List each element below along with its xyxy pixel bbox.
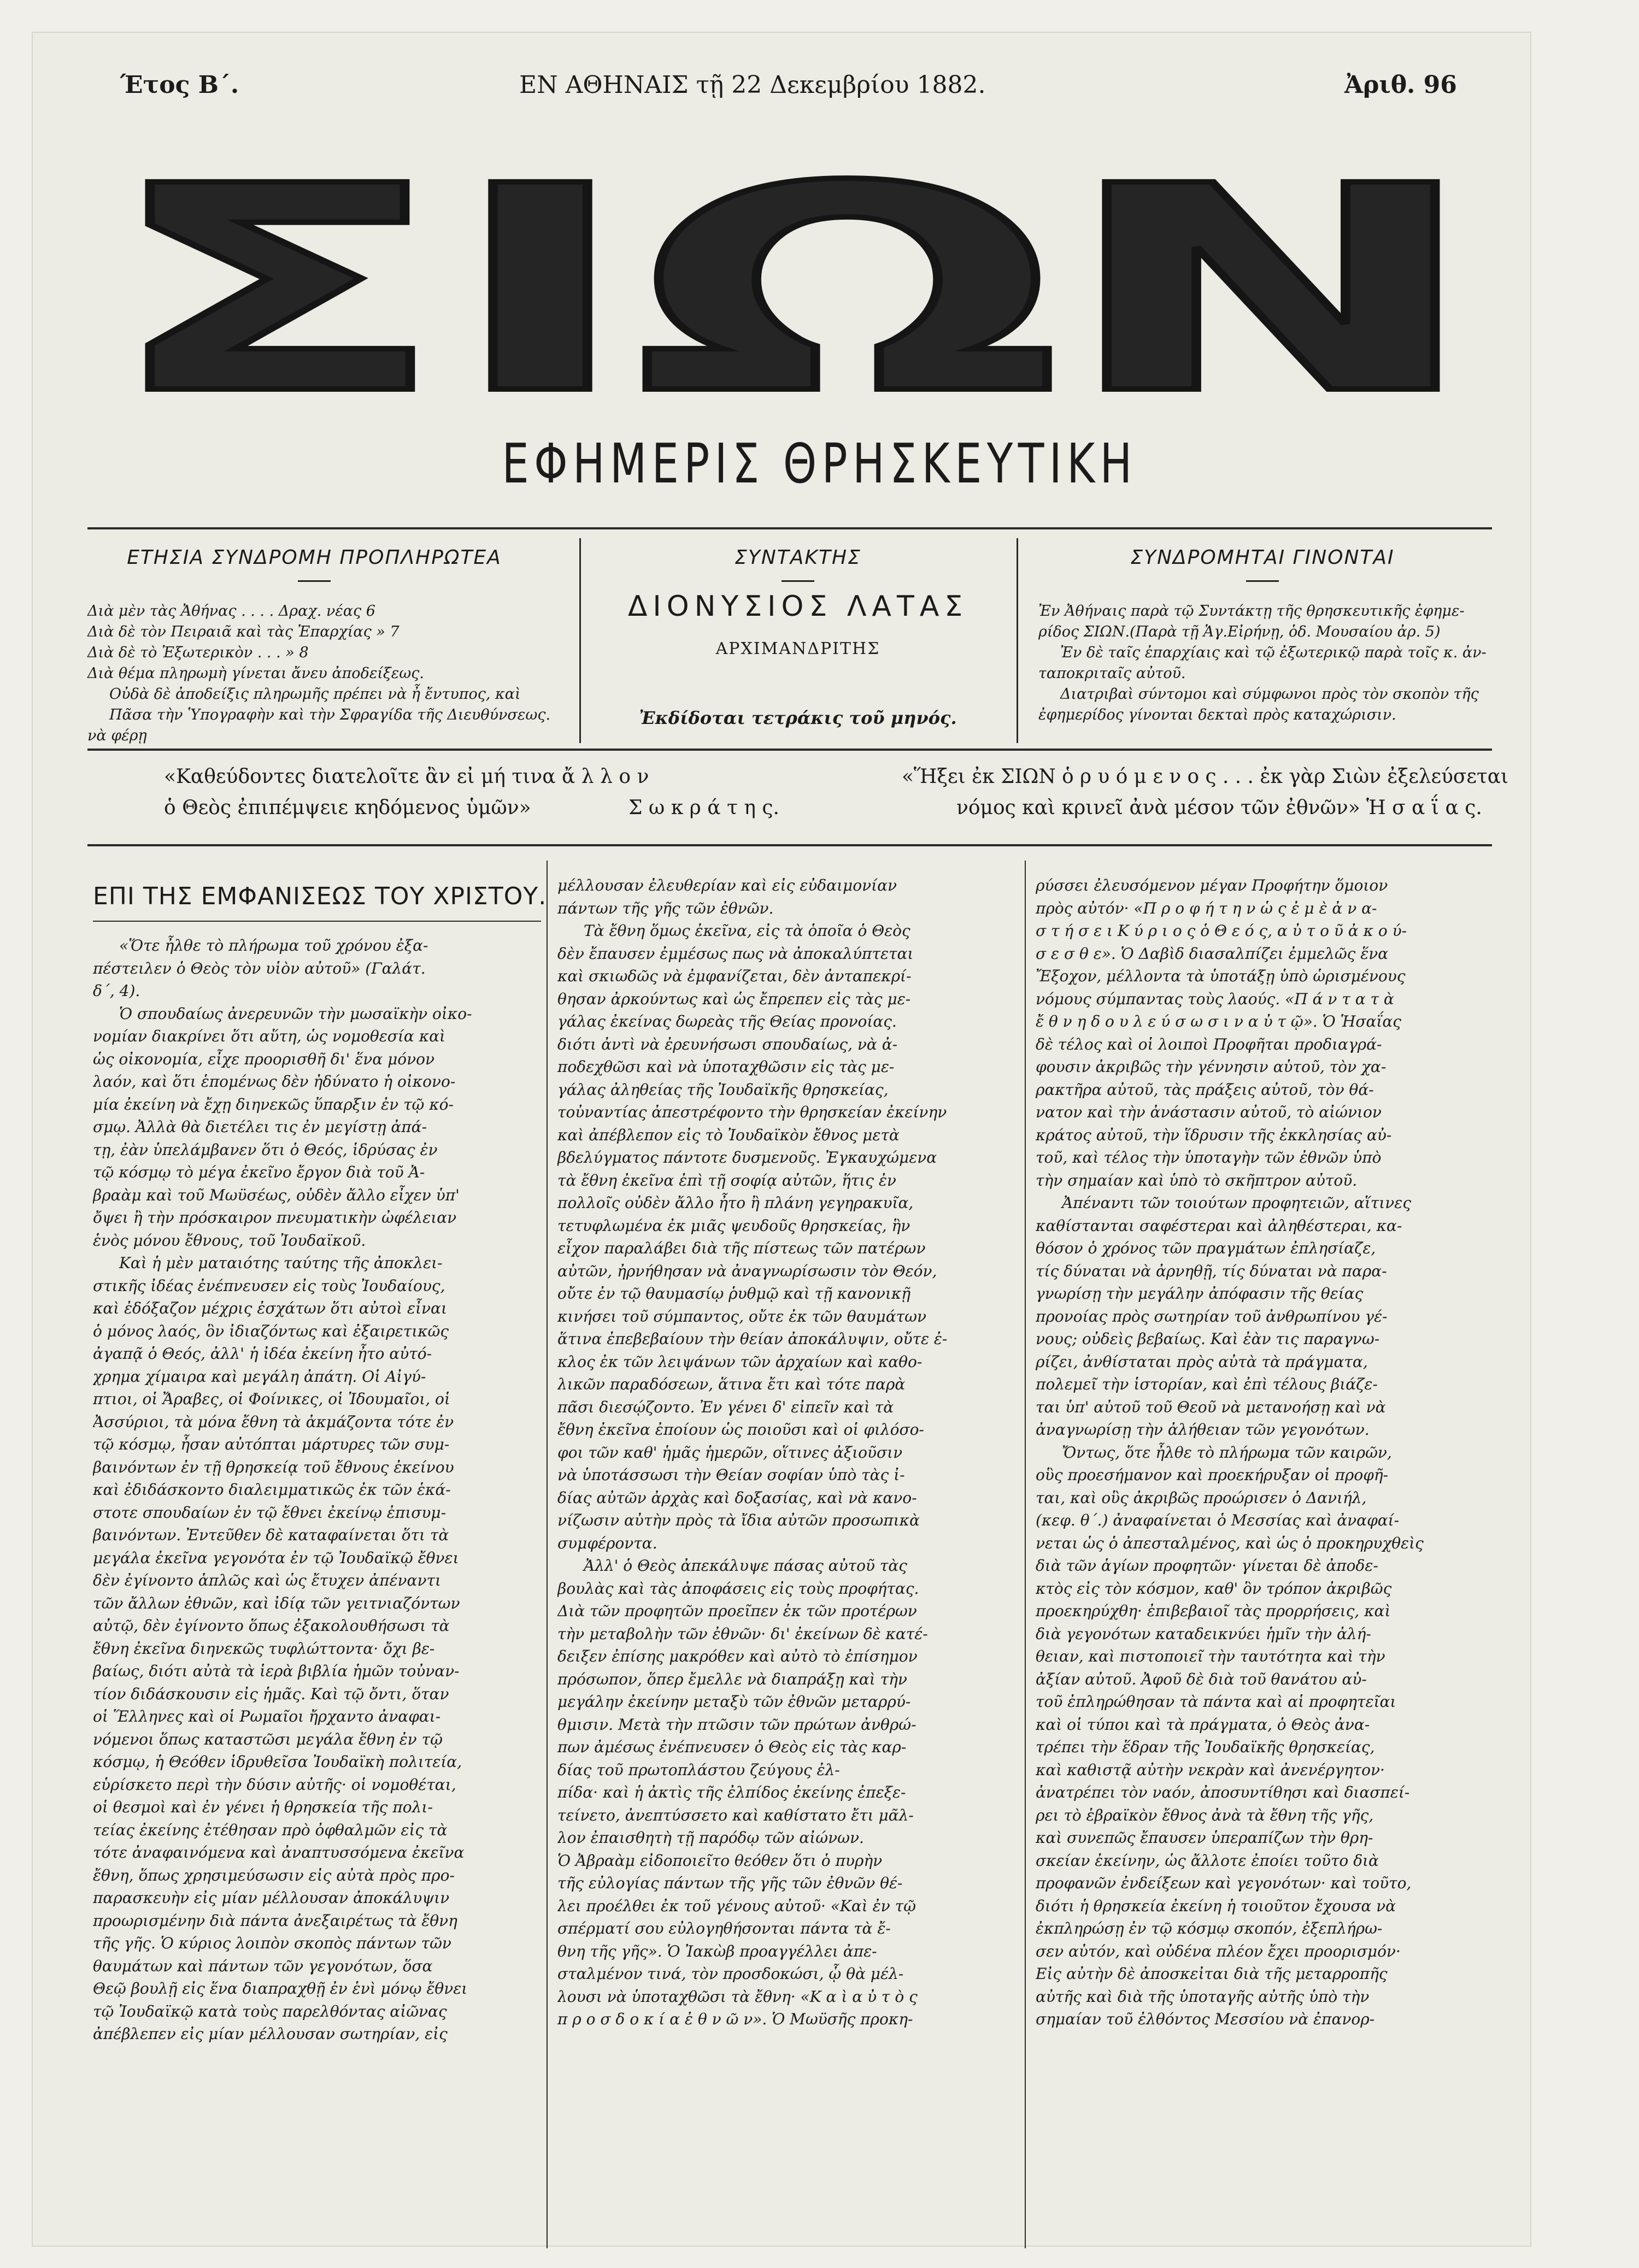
article-line: νίζωσιν αὐτὴν πρὸς τὰ ἴδια αὐτῶν προσωπικὰ: [557, 1511, 920, 1529]
article-line: Ἀλλ' ὁ Θεὸς ἀπεκάλυψε πάσας αὐτοῦ τὰς: [584, 1557, 907, 1575]
subscribers-line: ταποκριταῖς αὐτοῦ.: [1038, 665, 1186, 682]
article-line: διότι ἀντὶ νὰ ἐρευνήσωσι σπουδαίως, νὰ ἀ-: [557, 1035, 898, 1053]
article-line: μεγάλα ἐκεῖνα γεγονότα ἐν τῷ Ἰουδαϊκῷ ἔθνει: [93, 1548, 459, 1567]
masthead-subtitle: ΕΦΗΜΕΡΙΣ ΘΡΗΣΚΕΥΤΙΚΗ: [502, 432, 1137, 496]
article-line: σ ε σ θ ε». Ὁ Δαβὶδ διασαλπίζει ἐμμελῶς ἕνα: [1036, 944, 1389, 963]
article-line: ρει τὸ ἑβραϊκὸν ἔθνος ἀνὰ τὰ ἔθνη τῆς γῆς,: [1036, 1806, 1374, 1824]
article-line: (κεφ. θ΄.) ἀναφαίνεται ὁ Μεσσίας καὶ ἀναφαί-: [1036, 1511, 1400, 1529]
article-column-3: [1036, 874, 1497, 2031]
article-line: τὴν μεταβολὴν τῶν ἐθνῶν· δι' ἐκείνων δὲ κατέ-: [557, 1624, 928, 1643]
article-line: ἀγαπᾷ ὁ Θεός, ἀλλ' ἡ ἰδέα ἐκείνη ἦτο αὐτό-: [93, 1345, 432, 1363]
article-line: στοτε σπουδαίων ἐν τῷ ἔθνει ἐκείνῳ ἐπισυμ-: [93, 1503, 447, 1522]
article-line: νατον καὶ τὴν ἀνάστασιν αὐτοῦ, τὸ αἰώνιον: [1036, 1103, 1382, 1121]
article-line: ται ὑπ' αὐτοῦ τοῦ Θεοῦ νὰ μετανοήσῃ καὶ νὰ: [1036, 1398, 1386, 1416]
article-line: Ἀσσύριοι, τὰ μόνα ἔθνη τὰ ἀκμάζοντα τότε ἐν: [93, 1412, 454, 1431]
article-line: Τὰ ἔθνη ὅμως ἐκεῖνα, εἰς τὰ ὁποῖα ὁ Θεὸς: [584, 922, 910, 940]
article-line: ὡς οἰκονομία, εἶχε προορισθῆ δι' ἕνα μόνον: [93, 1050, 435, 1068]
article-line: Ὁ Ἀβραὰμ εἰδοποιεῖτο θεόθεν ὅτι ὁ πυρὴν: [557, 1851, 883, 1870]
article-line: διὰ γεγονότων καταδεικνύει ἡμῖν τὴν ἀλή-: [1036, 1624, 1371, 1643]
masthead-title: [98, 175, 1487, 404]
subscribers-line: Ἐν δὲ ταῖς ἐπαρχίαις καὶ τῷ ἐξωτερικῷ παρὰ τοῖς κ. ἀν-: [1060, 644, 1487, 661]
article-line: συμφέροντα.: [557, 1534, 657, 1552]
masthead-title-text: ΣΙΩΝ: [104, 175, 1481, 404]
article-line: ὄψει ἢ τὴν πρόσκαιρον πνευματικὴν ὠφέλειαν: [93, 1209, 457, 1227]
editor-title: ΑΡΧΙΜΑΝΔΡΙΤΗΣ: [715, 639, 880, 658]
article-line: ἅτινα ἐπεβεβαίουν τὴν θείαν ἀποκάλυψιν, οὔτε ἐ-: [557, 1330, 948, 1348]
quote-left-line2: ὁ Θεὸς ἐπιπέμψειε κηδόμενος ὑμῶν»: [164, 797, 531, 819]
article-line: λον ἐπαισθητὴ τῇ παρόδῳ τῶν αἰώνων.: [557, 1829, 864, 1847]
article-line: λει προέλθει ἐκ τοῦ γένους αὐτοῦ· «Καὶ ἐν τῷ: [557, 1896, 916, 1915]
article-line: τίον διδάσκουσιν εἰς ἡμᾶς. Καὶ τῷ ὄντι, ὅταν: [93, 1684, 449, 1703]
publication-frequency: Ἐκδίδοται τετράκις τοῦ μηνός.: [639, 708, 957, 728]
article-line: τοῦ ἐπληρώθησαν τὰ πάντα καὶ αἱ προφητεῖαι: [1036, 1693, 1396, 1711]
article-line: κινήσει τοῦ σύμπαντος, οὔτε ἐκ τῶν θαυμάτων: [557, 1307, 926, 1326]
panel-divider-left: [579, 538, 581, 743]
article-line: τείας ἐκείνης ἐτέθησαν πρὸ ὀφθαλμῶν εἰς τὰ: [93, 1821, 448, 1839]
article-line: αὐτῶν, ἠρνήθησαν νὰ ἀναγνωρίσωσιν τὸν Θεόν,: [557, 1262, 937, 1280]
article-line: πολεμεῖ τὴν ἱστορίαν, καὶ ἐπὶ τέλους βιάζε-: [1036, 1375, 1378, 1393]
article-line: ἐκπληρώσῃ ἐν τῷ κόσμῳ σκοπόν, ἐξεπλήρω-: [1036, 1919, 1383, 1937]
article-line: εἶχον παραλάβει διὰ τῆς πίστεως τῶν πατέρων: [557, 1239, 926, 1257]
subscribers-line: ρίδος ΣΙΩΝ.(Παρὰ τῇ Ἁγ.Εἰρήνῃ, ὁδ. Μουσαίου ἀρ. 5): [1038, 623, 1441, 640]
article-line: σεν αὐτόν, καὶ οὐδένα πλέον ἔχει προορισμόν·: [1036, 1942, 1401, 1960]
article-line: πτιοι, οἱ Ἄραβες, οἱ Φοίνικες, οἱ Ἰδουμαῖοι, οἱ: [93, 1390, 450, 1408]
article-line: διὰ τῶν ἁγίων προφητῶν· γίνεται δὲ ἀποδε-: [1036, 1557, 1378, 1575]
article-line: σ τ ή σ ε ι Κ ύ ρ ι ο ς ὁ Θ ε ό ς, α ὐ τ ο ῦ ἀ κ ο ύ-: [1036, 922, 1407, 940]
article-line: ἔθνη ἐκεῖνα διηνεκῶς τυφλώττοντα· ὄχι βε-: [93, 1639, 435, 1658]
article-line: πρὸς αὐτόν· «Π ρ ο φ ή τ η ν ὡ ς ἐ μ ὲ ἀ ν α-: [1036, 899, 1377, 917]
article-line: κόσμῳ, ἡ Θεόθεν ἱδρυθεῖσα Ἰουδαϊκὴ πολιτεία,: [93, 1753, 462, 1771]
article-line: πίδα· καὶ ἡ ἀκτὶς τῆς ἐλπίδος ἐκείνης ἐπεξε-: [557, 1783, 906, 1801]
header-rule: [87, 527, 1492, 529]
article-line: νους; οὐδεὶς βεβαίως. Καὶ ἐὰν τις παραγνω-: [1036, 1330, 1380, 1348]
article-line: νὰ ὑποτάσσωσι τὴν Θείαν σοφίαν ὑπὸ τὰς ἰ-: [557, 1466, 905, 1484]
quote-right-source: Ἡ σ α ΐ α ς.: [1366, 797, 1482, 819]
article-line: γνωρίσῃ τὴν μεγάλην ἀπόφασιν τῆς θείας: [1036, 1285, 1364, 1303]
article-line: σκείαν ἐκείνην, ὡς ἄλλοτε ἐποίει τοῦτο διὰ: [1036, 1851, 1379, 1870]
article-line: καὶ καθιστᾷ αὐτὴν νεκρὰν καὶ ἀνενέργητον·: [1036, 1760, 1385, 1779]
article-line: σημαίαν τοῦ ἐλθόντος Μεσσίου νὰ ἐπανορ-: [1036, 2010, 1375, 2028]
article-line: κτὸς εἰς τὸν κόσμον, καθ' ὃν τρόπον ἀκριβῶς: [1036, 1579, 1392, 1598]
subscription-line: Διὰ μὲν τὰς Ἀθήνας . . . . Δραχ. νέας 6: [87, 603, 375, 620]
article-line: Θεῷ βουλῇ εἰς ἕνα διαπραχθῇ ἐν ἑνὶ μόνῳ ἔθνει: [93, 1980, 468, 1998]
article-line: καὶ ἐδιδάσκοντο διαλειμματικῶς ἐκ τῶν ἑκά-: [93, 1481, 451, 1499]
article-line: πολλοῖς οὐδὲν ἄλλο ἦτο ἢ πλάνη γεγηρακυῖα,: [557, 1194, 914, 1212]
article-line: θαυμάτων καὶ πάντων τῶν γεγονότων, ὅσα: [93, 1957, 433, 1975]
article-line: βαινόντων ἐν τῇ θρησκείᾳ τοῦ ἔθνους ἐκείνου: [93, 1458, 454, 1476]
masthead-logo: [98, 175, 1487, 404]
article-column-1: [93, 934, 541, 2046]
article-line: βουλὰς καὶ τὰς ἀποφάσεις εἰς τοὺς προφήτας.: [557, 1579, 919, 1598]
article-line: παρασκευὴν εἰς μίαν μέλλουσαν ἀποκάλυψιν: [93, 1889, 450, 1907]
article-line: νόμους σύμπαντας τοὺς λαούς. «Π ά ν τ α τ ὰ: [1036, 989, 1394, 1008]
article-line: δὲν ἐγίνοντο ἁπλῶς καὶ ὡς ἔτυχεν ἀπέναντι: [93, 1571, 441, 1589]
article-line: αὐτῆς καὶ διὰ τῆς ὑποταγῆς αὐτῆς ὑπὸ τὴν: [1036, 1987, 1370, 2006]
article-line: θησαν ἀρκούντως καὶ ὡς ἔπρεπεν εἰς τὰς με-: [557, 989, 911, 1008]
article-line: νόμενοι ὅπως καταστῶσι μεγάλα ἔθνη ἐν τῷ: [93, 1730, 443, 1748]
article-line: τὴν σημαίαν καὶ ὑπὸ τὸ σκῆπτρον αὐτοῦ.: [1036, 1171, 1358, 1189]
article-line: δ΄, 4).: [93, 982, 140, 1000]
editor-heading: ΣΥΝΤΑΚΤΗΣ: [735, 546, 861, 569]
article-line: θμισιν. Μετὰ τὴν πτῶσιν τῶν πρώτων ἀνθρώ-: [557, 1715, 917, 1734]
article-line: πρόσωπον, ὅπερ ἔμελλε νὰ διαπράξῃ καὶ τὴν: [557, 1670, 907, 1688]
article-line: Ὁ σπουδαίως ἀνερευνῶν τὴν μωσαϊκὴν οἰκο-: [119, 1004, 472, 1023]
article-line: Διὰ τῶν προφητῶν προεῖπεν ἐκ τῶν προτέρων: [557, 1602, 917, 1620]
article-line: λικῶν παραδόσεων, ἅτινα ἔτι καὶ τότε παρὰ: [557, 1375, 906, 1393]
editor-name: ΔΙΟΝΥΣΙΟΣ ΛΑΤΑΣ: [627, 590, 968, 623]
article-line: ἀπέβλεπεν εἰς μίαν μέλλουσαν σωτηρίαν, εἰς: [93, 2025, 448, 2043]
article-title-rule: [93, 921, 541, 922]
article-line: Καὶ ἡ μὲν ματαιότης ταύτης τῆς ἀποκλει-: [119, 1254, 443, 1272]
quotes-rule: [87, 844, 1492, 846]
article-line: μία ἐκείνη νὰ ἔχῃ διηνεκῶς ὕπαρξιν ἐν τῷ κό-: [93, 1095, 454, 1114]
article-line: νεται ὡς ὁ ἀπεσταλμένος, καὶ ὡς ὁ προκηρυχθεὶς: [1036, 1534, 1424, 1552]
article-line: τῷ Ἰουδαϊκῷ κατὰ τοὺς παρελθόντας αἰῶνας: [93, 2002, 447, 2020]
subscription-line: Διὰ δὲ τὸν Πειραιᾶ καὶ τὰς Ἐπαρχίας » 7: [87, 623, 400, 640]
article-line: δὲν ἔπαυσεν ἐμμέσως πως νὰ ἀποκαλύπτεται: [557, 944, 914, 963]
article-line: καὶ ἐδόξαζον μέχρις ἐσχάτων ὅτι αὐτοὶ εἶναι: [93, 1299, 447, 1317]
subscription-line: νὰ φέρῃ: [87, 727, 147, 744]
article-line: Ἀπέναντι τῶν τοιούτων προφητειῶν, αἵτινες: [1062, 1194, 1411, 1212]
article-line: τρέπει τὴν ἕδραν τῆς Ἰουδαϊκῆς θρησκείας,: [1036, 1738, 1375, 1756]
article-line: θόσον ὁ χρόνος τῶν πραγμάτων ἐπλησίαζε,: [1036, 1239, 1376, 1257]
article-line: οἱ Ἕλληνες καὶ οἱ Ρωμαῖοι ἤρχαντο ἀναφαι-: [93, 1707, 441, 1725]
article-line: σμῳ. Ἀλλὰ θὰ διετέλει τις ἐν μεγίστῃ ἀπά-: [93, 1118, 427, 1136]
subscribers-line: Διατριβαὶ σύντομοι καὶ σύμφωνοι πρὸς τὸν σκοπὸν τῆς: [1060, 686, 1479, 703]
subscription-line: Διὰ θέμα πληρωμὴ γίνεται ἄνευ ἀποδείξεως.: [87, 665, 424, 682]
article-line: ἔ θ ν η δ ο υ λ ε ύ σ ω σ ι ν α ὐ τ ῷ». Ὁ Ἡσαΐας: [1036, 1012, 1401, 1030]
issue-number: Ἀριθ. 96: [1344, 71, 1457, 99]
article-line: αὐτῷ, δὲν ἐγίνοντο ὅπως ἐξακολουθήσωσι τὰ: [93, 1617, 450, 1635]
article-line: τῆς γῆς. Ὁ κύριος λοιπὸν σκοπὸς πάντων τῶν: [93, 1934, 451, 1952]
article-line: οὓς προεσήμανον καὶ προεκήρυξαν οἱ προφῆ-: [1036, 1466, 1389, 1484]
article-line: λαόν, καὶ ὅτι ἑπομένως δὲν ἠδύνατο ἡ οἰκονο-: [93, 1073, 456, 1091]
article-line: ἀναγνωρίσῃ τὴν ἀλήθειαν τῶν γεγονότων.: [1036, 1421, 1370, 1439]
article-line: οὔτε ἐν τῷ θαυμασίῳ ῥυθμῷ καὶ τῇ κανονικῇ: [557, 1285, 911, 1303]
article-line: τότε ἀναφαινόμενα καὶ ἀναπτυσσόμενα ἐκεῖνα: [93, 1843, 465, 1861]
subscription-heading: ΕΤΗΣΙΑ ΣΥΝΔΡΟΜΗ ΠΡΟΠΛΗΡΩΤΕΑ: [127, 546, 502, 569]
subscription-line: Οὐδὰ δὲ ἀποδείξις πληρωμῆς πρέπει νὰ ἦ ἔντυπος, καὶ: [109, 686, 521, 703]
subscribers-list: [1038, 601, 1492, 726]
article-line: πων ἀμέσως ἐνέπνευσεν ὁ Θεὸς εἰς τὰς καρ-: [557, 1738, 907, 1756]
article-line: Ὄντως, ὅτε ἦλθε τὸ πλήρωμα τῶν καιρῶν,: [1062, 1443, 1392, 1462]
subscribers-dash: [1246, 580, 1279, 582]
subscription-list: [87, 601, 557, 746]
article-line: δίας τοῦ πρωτοπλάστου ζεύγους ἐλ-: [557, 1760, 840, 1779]
article-line: οἱ θεσμοὶ καὶ ἐν γένει ἡ θρησκεία τῆς πολι-: [93, 1798, 433, 1816]
article-line: βδελύγματος πάντοτε δυσμενοῦς. Ἐγκαυχώμενα: [557, 1148, 937, 1167]
article-line: δὲ τέλος καὶ οἱ λοιποὶ Προφῆται προδιαγρά-: [1036, 1035, 1382, 1053]
subscribers-line: ἐφημερίδος γίνονται δεκταὶ πρὸς καταχώρισιν.: [1038, 706, 1396, 723]
article-line: πᾶσι διεσῴζοντο. Ἐν γένει δ' εἰπεῖν καὶ τὰ: [557, 1398, 894, 1416]
subscription-line: Πᾶσα τὴν Ὑπογραφὴν καὶ τὴν Σφραγίδα τῆς Διευθύνσεως.: [109, 706, 551, 723]
article-line: τῷ κόσμῳ τὸ μέγα ἐκεῖνο ἔργον διὰ τοῦ Ἀ-: [93, 1163, 425, 1181]
article-line: βαινόντων. Ἐντεῦθεν δὲ καταφαίνεται ὅτι τὰ: [93, 1526, 449, 1544]
article-line: θνη τῆς γῆς». Ὁ Ἰακὼβ προαγγέλλει ἀπε-: [557, 1942, 877, 1960]
column-divider-2: [1025, 861, 1026, 2248]
article-line: προφανῶν ἐνδείξεων καὶ γεγονότων· καὶ τοῦτο,: [1036, 1874, 1412, 1892]
article-line: ἀξίαν αὐτοῦ. Ἀφοῦ δὲ διὰ τοῦ θανάτου αὐ-: [1036, 1670, 1367, 1688]
editor-dash: [782, 580, 814, 582]
article-line: ρακτῆρα αὐτοῦ, τὰς πράξεις αὐτοῦ, τὸν θά-: [1036, 1080, 1374, 1099]
article-column-2: [557, 874, 1019, 2031]
article-line: τίς δύναται νὰ ἀρνηθῇ, τίς δύναται νὰ παρα-: [1036, 1262, 1387, 1280]
article-line: καὶ ἀπέβλεπον εἰς τὸ Ἰουδαϊκὸν ἔθνος μετὰ: [557, 1126, 900, 1144]
panel-rule: [87, 749, 1492, 751]
article-line: καὶ σκιωδῶς νὰ ἐμφανίζεται, δὲν ἀνταπεκρί-: [557, 967, 912, 985]
article-line: τῆς εὐλογίας πάντων τῆς γῆς τῶν ἐθνῶν θέ-: [557, 1874, 903, 1892]
article-line: ποδεχθῶσι καὶ νὰ ὑποταχθῶσιν εἰς τὰς με-: [557, 1058, 895, 1076]
article-line: τοῦ, καὶ τέλος τὴν ὑποταγὴν τῶν ἐθνῶν ὑπὸ: [1036, 1148, 1382, 1167]
article-line: φουσιν ἀκριβῶς τὴν γέννησιν αὐτοῦ, τὸν χα-: [1036, 1058, 1387, 1076]
article-line: σταλμένον τινά, τὸν προσδοκώσι, ᾧ θὰ μέλ-: [557, 1965, 904, 1983]
article-line: π ρ ο σ δ ο κ ί α ἐ θ ν ῶ ν». Ὁ Μωϋσῆς προκη-: [557, 2010, 913, 2028]
article-line: τῃ, ἐὰν ὑπελάμβανεν ὅτι ὁ Θεός, ἱδρύσας ἐν: [93, 1140, 438, 1159]
subscription-dash: [298, 580, 331, 582]
article-line: μέλλουσαν ἐλευθερίαν καὶ εἰς εὐδαιμονίαν: [557, 876, 897, 894]
article-line: τοὐναντίας ἀπεστρέφοντο τὴν θρησκείαν ἐκείνην: [557, 1103, 947, 1121]
subscription-line: Διὰ δὲ τὸ Ἐξωτερικὸν . . . » 8: [87, 644, 309, 661]
article-line: ἔθνη, ὅπως χρησιμεύσωσιν εἰς αὐτὰ πρὸς προ-: [93, 1866, 455, 1884]
dateline: ΕΝ ΑΘΗΝΑΙΣ τῇ 22 Δεκεμβρίου 1882.: [519, 71, 986, 99]
article-line: φοι τῶν καθ' ἡμᾶς ἡμερῶν, οἵτινες ἀξιοῦσιν: [557, 1443, 903, 1462]
article-line: ἔθνη ἐκεῖνα ἐποίουν ὡς ποιοῦσι καὶ οἱ φιλόσο-: [557, 1421, 924, 1439]
article-line: τῷ κόσμῳ, ἦσαν αὐτόπται μάρτυρες τῶν συμ-: [93, 1435, 450, 1453]
article-line: ὁ μόνος λαός, ὃν ἰδιαζόντως καὶ ἐξαιρετικῶς: [93, 1322, 449, 1340]
article-line: κλος ἐκ τῶν λειψάνων τῶν ἀρχαίων καὶ καθο-: [557, 1352, 923, 1371]
article-line: πάντων τῆς γῆς τῶν ἐθνῶν.: [557, 899, 774, 917]
article-line: προνοίας πρὸς σωτηρίαν τοῦ ἀνθρωπίνου γέ-: [1036, 1307, 1388, 1326]
article-line: τετυφλωμένα ἐκ μιᾶς ψευδοῦς θρησκείας, ἣν: [557, 1216, 910, 1235]
quote-right-line1: «Ἥξει ἐκ ΣΙΩΝ ὁ ρ υ ό μ ε ν ο ς . . . ἐκ γὰρ Σιὼν ἐξελεύσεται: [902, 765, 1508, 788]
article-line: καὶ συνεπῶς ἔπαυσεν ὑπεραπίζων τὴν θρη-: [1036, 1829, 1373, 1847]
article-line: βραὰμ καὶ τοῦ Μωϋσέως, οὐδὲν ἄλλο εἶχεν ὑπ': [93, 1186, 460, 1204]
article-line: Ἔξοχον, μέλλοντα τὰ ὑποτάξῃ ὑπὸ ὡρισμένους: [1036, 967, 1406, 985]
subscribers-heading: ΣΥΝΔΡΟΜΗΤΑΙ ΓΙΝΟΝΤΑΙ: [1130, 546, 1395, 569]
article-line: ρύσσει ἐλευσόμενον μέγαν Προφήτην ὅμοιον: [1036, 876, 1388, 894]
article-line: καὶ οἱ τύποι καὶ τὰ πράγματα, ὁ Θεὸς ἀνα-: [1036, 1715, 1370, 1734]
article-line: «Ὅτε ἦλθε τὸ πλήρωμα τοῦ χρόνου ἐξα-: [119, 936, 428, 955]
article-line: διότι ἡ θρησκεία ἐκείνη ἡ τοιοῦτον ἔχουσα νὰ: [1036, 1896, 1396, 1915]
year-label: Έτος Β΄.: [120, 71, 239, 99]
article-line: χρημα χίμαιρα καὶ μεγάλη ἀπάτη. Οἱ Αἰγύ-: [93, 1367, 426, 1386]
article-line: ρίζει, ἀνθίσταται πρὸς αὐτὰ τὰ πράγματα,: [1036, 1352, 1368, 1371]
article-title: ΕΠΙ ΤΗΣ ΕΜΦΑΝΙΣΕΩΣ ΤΟΥ ΧΡΙΣΤΟΥ.: [93, 882, 547, 910]
article-line: ἀνατρέπει τὸν ναόν, ἀποσυντίθησι καὶ διασπεί-: [1036, 1783, 1410, 1801]
quote-left-source: Σ ω κ ρ ά τ η ς.: [628, 797, 779, 819]
article-line: προεκηρύχθη· ἐπιβεβαιοῖ τὰς προρρήσεις, καὶ: [1036, 1602, 1391, 1620]
quote-left-line1: «Καθεύδοντες διατελοῖτε ἂν εἰ μή τινα ἄ λ λ ο ν: [164, 765, 649, 788]
subscribers-line: Ἐν Ἀθήναις παρὰ τῷ Συντάκτῃ τῆς θρησκευτικῆς ἐφημε-: [1038, 603, 1465, 620]
article-line: σπέρματί σου εὐλογηθήσονται πάντα τὰ ἔ-: [557, 1919, 891, 1937]
article-line: γάλας ἀληθείας τῆς Ἰουδαϊκῆς θρησκείας,: [557, 1080, 889, 1099]
article-line: θειαν, καὶ πιστοποιεῖ τὴν ταυτότητα καὶ τὴν: [1036, 1647, 1385, 1665]
article-line: στικῆς ἰδέας ἐνέπνευσεν εἰς τοὺς Ἰουδαίους,: [93, 1276, 445, 1295]
article-line: πέστειλεν ὁ Θεὸς τὸν υἱὸν αὐτοῦ» (Γαλάτ.: [93, 959, 426, 977]
column-divider-1: [547, 861, 548, 2248]
article-line: δίας αὐτῶν ἀρχὰς καὶ δοξασίας, καὶ νὰ κανο-: [557, 1488, 917, 1507]
article-line: νομίαν διακρίνει ὅτι αὕτη, ὡς νομοθεσία καὶ: [93, 1027, 445, 1045]
quote-right-line2: νόμος καὶ κρινεῖ ἀνὰ μέσον τῶν ἐθνῶν»: [956, 797, 1360, 819]
article-line: δειξεν ἐπίσης μακρόθεν καὶ αὐτὸ τὸ ἐπίσημον: [557, 1647, 918, 1665]
panel-divider-right: [1017, 538, 1018, 743]
article-line: μεγάλην ἐκείνην μεταξὺ τῶν ἐθνῶν μεταρρύ-: [557, 1693, 911, 1711]
article-line: καθίστανται σαφέστεραι καὶ ἀληθέστεραι, κα-: [1036, 1216, 1402, 1235]
article-line: τείνετο, ἀνεπτύσσετο καὶ καθίστατο ἔτι μᾶλ-: [557, 1806, 914, 1824]
article-line: λουσι νὰ ὑποταχθῶσι τὰ ἔθνη· «Κ α ὶ α ὐ τ ὸ ς: [557, 1987, 918, 2006]
article-line: ἑνὸς μόνου ἔθνους, τοῦ Ἰουδαϊκοῦ.: [93, 1231, 366, 1250]
article-line: τὰ ἔθνη ἐκεῖνα ἐπὶ τῇ σοφίᾳ αὐτῶν, ἥτις ἐν: [557, 1171, 896, 1189]
article-line: Εἰς αὐτὴν δὲ ἀποσκεἰται διὰ τῆς μεταρροπῆς: [1036, 1965, 1388, 1983]
article-line: κράτος αὐτοῦ, τὴν ἵδρυσιν τῆς ἐκκλησίας αὐ-: [1036, 1126, 1392, 1144]
article-line: γάλας ἐκείνας δωρεὰς τῆς Θείας προνοίας.: [557, 1012, 897, 1030]
article-line: προωρισμένην διὰ πάντα ἀνεξαιρέτως τὰ ἔθνη: [93, 1911, 457, 1930]
article-line: βαίως, διότι αὐτὰ τὰ ἱερὰ βιβλία ἡμῶν τοὐναν-: [93, 1662, 460, 1680]
article-line: ται, καὶ οὓς ἀκριβῶς προώρισεν ὁ Δανιήλ,: [1036, 1488, 1367, 1507]
article-line: εὑρίσκετο περὶ τὴν δύσιν αὐτῆς· οἱ νομοθέται,: [93, 1775, 456, 1794]
article-line: τῶν ἄλλων ἐθνῶν, καὶ ἰδίᾳ τῶν γειτνιαζόντων: [93, 1594, 460, 1612]
